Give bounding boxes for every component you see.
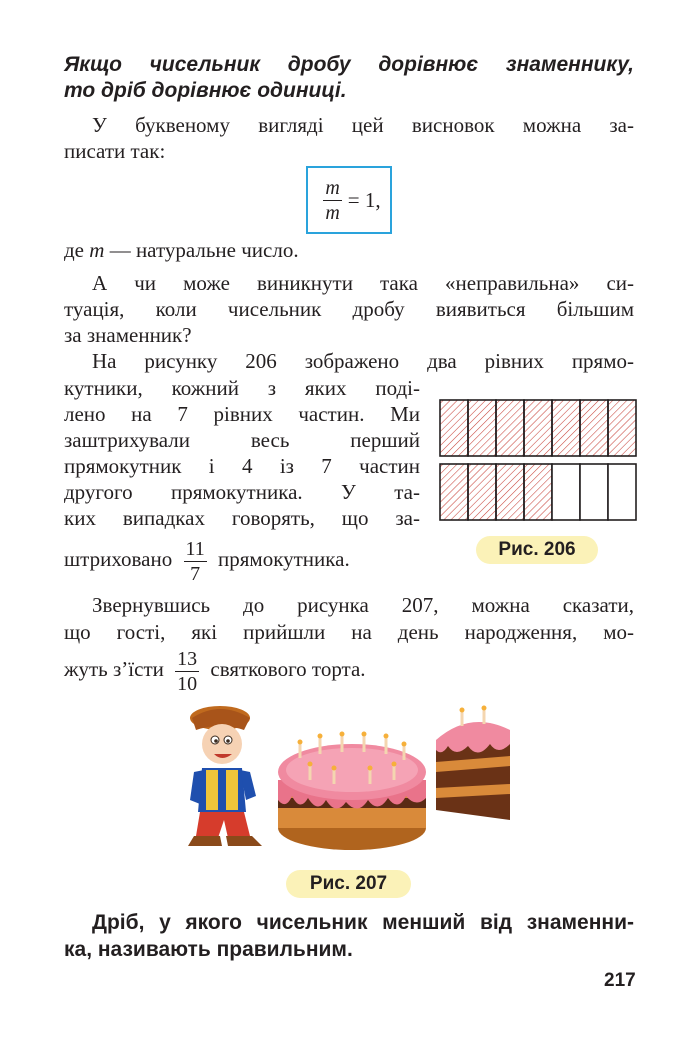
shaded-part bbox=[524, 464, 552, 520]
figure-207-illustration bbox=[180, 700, 520, 860]
para1-line-1: У буквеному вигляді цей висновок можна за- bbox=[92, 113, 634, 137]
para5-line-3 bbox=[64, 642, 634, 696]
shaded-part bbox=[440, 464, 468, 520]
fraction-11-7 bbox=[184, 537, 207, 586]
para1-line-2: писати так: bbox=[64, 139, 166, 163]
para5-line-3-suffix: святкового торта. bbox=[210, 657, 366, 681]
para2-line bbox=[64, 235, 634, 265]
para2-var: m bbox=[89, 238, 105, 262]
fraction-numerator: 13 bbox=[177, 647, 198, 670]
figure-206-caption: Рис. 206 bbox=[476, 536, 598, 564]
para2-suffix: — натуральне число. bbox=[109, 238, 299, 262]
unshaded-part bbox=[552, 464, 580, 520]
para4-line-6: другого прямокутника. У та- bbox=[64, 480, 420, 504]
cake-slice-illustration bbox=[436, 706, 510, 821]
fraction-numerator: 11 bbox=[185, 537, 205, 560]
fraction-denominator: 7 bbox=[190, 562, 201, 585]
shaded-part bbox=[468, 400, 496, 456]
page-number: 217 bbox=[604, 970, 636, 991]
formula-box bbox=[306, 166, 392, 234]
formula-numerator: m bbox=[325, 176, 340, 199]
unshaded-part bbox=[580, 464, 608, 520]
figure-207-caption: Рис. 207 bbox=[286, 870, 411, 898]
shaded-part bbox=[440, 400, 468, 456]
rule2-line-1: Дріб, у якого чисельник менший від знаменни- bbox=[92, 911, 634, 934]
whole-cake-illustration bbox=[278, 732, 426, 851]
shaded-part bbox=[468, 464, 496, 520]
para4-line-4: заштрихували весь перший bbox=[64, 428, 420, 452]
para5-line-1: Звернувшись до рисунка 207, можна сказати, bbox=[92, 593, 634, 617]
para4-line-3: лено на 7 рівних частин. Ми bbox=[64, 402, 420, 426]
shaded-part bbox=[580, 400, 608, 456]
rule-line-2: то дріб дорівнює одиниці. bbox=[64, 79, 347, 102]
para4-line-8-prefix: штриховано bbox=[64, 547, 173, 571]
para3-line-1: А чи може виникнути така «неправильна» си- bbox=[92, 271, 634, 295]
para4-line-5: прямокутник і 4 із 7 частин bbox=[64, 454, 420, 478]
para2-prefix: де bbox=[64, 238, 85, 262]
para3-line-3: за знаменник? bbox=[64, 323, 192, 347]
para4-line-7: ких випадках говорять, що за- bbox=[64, 506, 420, 530]
shaded-part bbox=[524, 400, 552, 456]
shaded-part bbox=[552, 400, 580, 456]
unshaded-part bbox=[608, 464, 636, 520]
figure-206 bbox=[438, 398, 638, 524]
para4-line-2: кутники, кожний з яких поді- bbox=[64, 376, 420, 400]
formula-denominator: m bbox=[325, 201, 340, 224]
para3-line-2: туація, коли чисельник дробу виявиться більшим bbox=[64, 297, 634, 321]
shaded-part bbox=[608, 400, 636, 456]
boy-illustration bbox=[188, 706, 262, 846]
fraction-denominator: 10 bbox=[177, 672, 198, 695]
fraction-13-10 bbox=[175, 647, 199, 696]
para4-line-8-suffix: прямокутника. bbox=[218, 547, 350, 571]
para4-line-1: На рисунку 206 зображено два рівних прямо- bbox=[92, 349, 634, 373]
para5-line-2: що гості, які прийшли на день народження, мо- bbox=[64, 620, 634, 644]
rule-line-1: Якщо чисельник дробу дорівнює знаменнику, bbox=[64, 53, 634, 76]
rectangle-2 bbox=[440, 464, 636, 520]
formula-fraction bbox=[323, 176, 341, 225]
formula-rhs: = 1, bbox=[347, 187, 381, 212]
rule2-line-2: ка, називають правильним. bbox=[64, 938, 353, 961]
shaded-part bbox=[496, 464, 524, 520]
rectangle-1 bbox=[440, 400, 636, 456]
para5-line-3-prefix: жуть з’їсти bbox=[64, 657, 164, 681]
shaded-part bbox=[496, 400, 524, 456]
